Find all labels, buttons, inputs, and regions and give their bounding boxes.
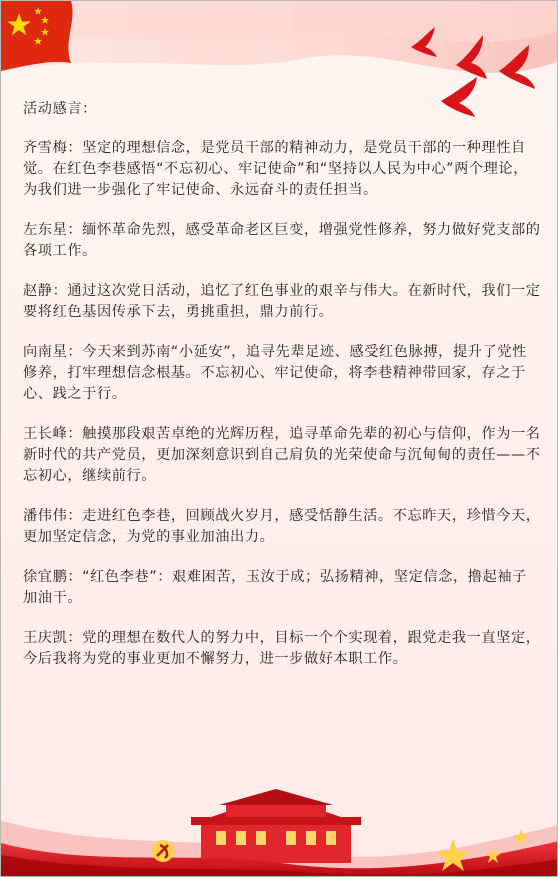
- entry-text: 今天来到苏南“小延安”，追寻先辈足迹、感受红色脉搏，提升了党性修养，打牢理想信念根基。不忘初心、牢记使命，将李巷精神带回家，存之于心、践之于行。: [23, 344, 527, 402]
- entry: [23, 342, 541, 405]
- entry-text: 触摸那段艰苦卓绝的光辉历程，追寻革命先辈的初心与信仰，作为一名新时代的共产党员，更加深刻意识到自己肩负的光荣使命与沉甸甸的责任——不忘初心，继续前行。: [23, 426, 541, 484]
- entry-text: 缅怀革命先烈，感受革命老区巨变，增强党性修养，努力做好党支部的各项工作。: [23, 222, 541, 259]
- entry: [23, 424, 541, 487]
- heading: 活动感言：: [23, 101, 97, 117]
- entry-text: 走进红色李巷，回顾战火岁月，感受恬静生活。不忘昨天，珍惜今天，更加坚定信念，为党的事业加油出力。: [23, 508, 541, 545]
- document-body: [23, 99, 541, 689]
- entry-text: 坚定的理想信念，是党员干部的精神动力，是党员干部的一种理性自觉。在红色李巷感悟“不忘初心、牢记使命”和“坚持以人民为中心”两个理论，为我们进一步强化了牢记使命、永远奋斗的责任担当。: [23, 140, 529, 198]
- footer-decoration: [1, 781, 558, 877]
- entry: [23, 220, 541, 262]
- entry: [23, 138, 541, 201]
- national-flag-icon: [1, 1, 87, 71]
- entry-name: 齐雪梅：: [23, 140, 83, 156]
- entry: [23, 506, 541, 548]
- entry-name: 赵静：: [23, 283, 68, 299]
- entry-text: 党的理想在数代人的努力中，目标一个个实现着，跟党走我一直坚定，今后我将为党的事业更加不懈努力，进一步做好本职工作。: [23, 630, 541, 667]
- entry: [23, 628, 541, 670]
- entry-text: “红色李巷”：艰难困苦，玉汝于成；弘扬精神，坚定信念，撸起袖子加油干。: [23, 569, 527, 606]
- entry-name: 王庆凯：: [23, 630, 83, 646]
- entry-name: 左东星：: [23, 222, 83, 238]
- entry-name: 向南星：: [23, 344, 83, 360]
- entry: [23, 281, 541, 323]
- entry-name: 潘伟伟：: [23, 508, 83, 524]
- entry-name: 王长峰：: [23, 426, 83, 442]
- tiananmen-gate-icon: [191, 789, 361, 863]
- entry: [23, 567, 541, 609]
- entry-name: 徐宜鹏：: [23, 569, 83, 585]
- entry-text: 通过这次党日活动，追忆了红色事业的艰辛与伟大。在新时代，我们一定要将红色基因传承下去，勇挑重担，鼎力前行。: [23, 283, 541, 320]
- party-emblem-icon: [152, 840, 174, 862]
